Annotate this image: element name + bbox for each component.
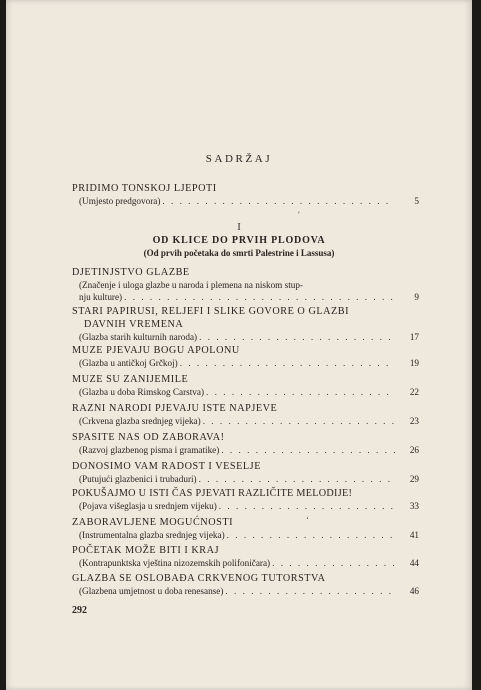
toc-entry-subtitle: (Razvoj glazbenog pisma i gramatike) (79, 445, 220, 455)
toc-entry-subtitle-row (72, 291, 419, 303)
toc-entry-subtitle-row (72, 529, 419, 541)
toc-entry-heading: MUZE SU ZANIJEMILE (72, 374, 189, 385)
toc-entry-heading-line2: DAVNIH VREMENA (84, 319, 184, 330)
toc-entry-heading: ZABORAVLJENE MOGUĆNOSTI (72, 517, 234, 528)
toc-entry-heading: DONOSIMO VAM RADOST I VESELJE (72, 461, 261, 472)
toc-entry-intro[interactable] (72, 182, 419, 207)
toc-entry-subtitle: nju kulture) (79, 292, 123, 302)
toc-entry[interactable] (72, 460, 419, 485)
page-number: 292 (72, 605, 87, 616)
leader-dots (221, 444, 395, 456)
toc-entry-page: 23 (409, 416, 419, 426)
leader-dots (225, 585, 395, 597)
toc-entry-subtitle-row (72, 415, 419, 427)
leader-dots (199, 473, 395, 485)
toc-entry-subtitle: (Crkvena glazba srednjeg vijeka) (79, 416, 201, 426)
toc-entry-subtitle-row (72, 195, 419, 207)
toc-entry-subtitle-row (72, 386, 419, 398)
contents-title: SADRŽAJ (205, 153, 273, 165)
toc-entry[interactable] (72, 402, 419, 427)
toc-entry-subtitle-row (72, 331, 419, 343)
toc-entry-subtitle-row (72, 500, 419, 512)
toc-entry-subtitle-row (72, 557, 419, 569)
toc-entry[interactable] (72, 544, 419, 569)
book-page (6, 0, 472, 690)
toc-entry-page: 41 (409, 530, 419, 540)
toc-entry-subtitle: (Umjesto predgovora) (79, 196, 161, 206)
toc-entry[interactable] (72, 373, 419, 398)
toc-entry-heading: POČETAK MOŽE BITI I KRAJ (72, 545, 220, 556)
leader-dots (180, 357, 395, 369)
toc-entry-subtitle: (Glazba u doba Rimskog Carstva) (79, 387, 205, 397)
toc-entry-heading: DJETINJSTVO GLAZBE (72, 267, 190, 278)
toc-entry-heading: GLAZBA SE OSLOBAĐA CRKVENOG TUTORSTVA (72, 573, 326, 584)
toc-entry[interactable] (72, 344, 419, 369)
toc-entry[interactable] (72, 305, 419, 343)
toc-entry-page: 22 (409, 387, 419, 397)
part-number: I (237, 222, 241, 233)
toc-entry-subtitle: (Pojava višeglasja u srednjem vijeku) (79, 501, 217, 511)
leader-dots (227, 529, 395, 541)
toc-entry-subtitle-line: (Značenje i uloga glazbe u naroda i plemena na niskom stup- (79, 280, 303, 290)
toc-entry-page: 46 (409, 586, 419, 596)
toc-entry-subtitle-row (72, 444, 419, 456)
toc-entry-page: 29 (409, 474, 419, 484)
toc-entry-subtitle-row (72, 585, 419, 597)
toc-entry-subtitle-row (72, 473, 419, 485)
toc-entry[interactable] (72, 431, 419, 456)
toc-entry-page: 9 (414, 292, 419, 302)
toc-entry-heading: PRIDIMO TONSKOJ LJEPOTI (72, 183, 217, 194)
print-speck: ‘ (306, 515, 309, 525)
toc-entry-heading: STARI PAPIRUSI, RELJEFI I SLIKE GOVORE O GLAZBI (72, 306, 350, 317)
leader-dots (124, 291, 395, 303)
leader-dots (206, 386, 395, 398)
toc-entry[interactable] (72, 572, 419, 597)
toc-entry-page: 17 (409, 332, 419, 342)
part-title: OD KLICE DO PRVIH PLODOVA (152, 235, 326, 246)
toc-entry-heading: MUZE PJEVAJU BOGU APOLONU (72, 345, 240, 356)
toc-entry-subtitle: (Glazba starih kulturnih naroda) (79, 332, 198, 342)
leader-dots (203, 415, 395, 427)
toc-entry-subtitle: (Glazba u antičkoj Grčkoj) (79, 358, 178, 368)
toc-entry-heading: RAZNI NARODI PJEVAJU ISTE NAPJEVE (72, 403, 278, 414)
leader-dots (219, 500, 395, 512)
part-subtitle: (Od prvih početaka do smrti Palestrine i Lassusa) (143, 248, 335, 258)
toc-entry-subtitle-row (72, 357, 419, 369)
toc-entry-subtitle: (Kontrapunktska vještina nizozemskih polifoničara) (79, 558, 271, 568)
toc-entry-subtitle: (Putujući glazbenici i trubaduri) (79, 474, 197, 484)
leader-dots (199, 331, 395, 343)
toc-entry-page: 44 (409, 558, 419, 568)
toc-entry-page: 19 (409, 358, 419, 368)
leader-dots (272, 557, 395, 569)
toc-entry-page: 5 (414, 196, 419, 206)
toc-entry-page: 26 (409, 445, 419, 455)
toc-entry[interactable] (72, 487, 419, 512)
toc-entry-heading: SPASITE NAS OD ZABORAVA! (72, 432, 225, 443)
print-speck: ′ (298, 210, 300, 220)
toc-entry[interactable] (72, 516, 419, 541)
toc-entry-subtitle: (Glazbena umjetnost u doba renesanse) (79, 586, 224, 596)
leader-dots (162, 195, 395, 207)
toc-entry-page: 33 (409, 501, 419, 511)
toc-entry-subtitle: (Instrumentalna glazba srednjeg vijeka) (79, 530, 225, 540)
toc-entry-heading: POKUŠAJMO U ISTI ČAS PJEVATI RAZLIČITE MELODIJE! (72, 488, 353, 499)
toc-entry[interactable] (72, 266, 419, 303)
